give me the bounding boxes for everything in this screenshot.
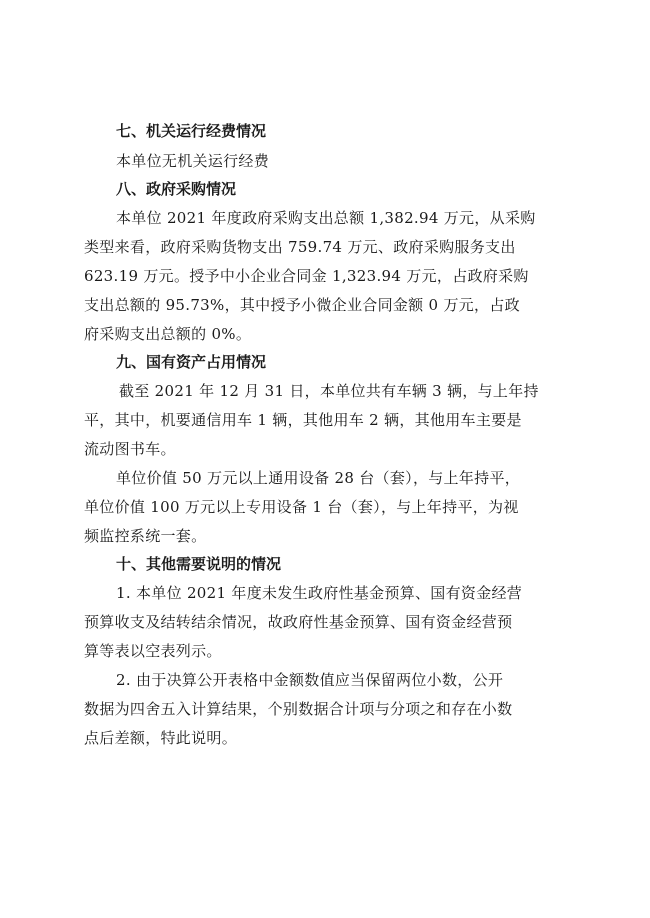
section-9-para-1-line-3: 流动图书车。 — [84, 440, 176, 458]
section-9-para-1-line-1: 截至 2021 年 12 月 31 日，本单位共有车辆 3 辆，与上年持 — [119, 382, 539, 400]
section-8-line-1: 本单位 2021 年度政府采购支出总额 1,382.94 万元，从采购 — [116, 209, 536, 227]
section-10-para-2-line-1: 2. 由于决算公开表格中金额数值应当保留两位小数，公开 — [116, 671, 504, 689]
section-10-para-2-line-3: 点后差额，特此说明。 — [84, 729, 238, 747]
section-10-para-1-line-3: 算等表以空表列示。 — [84, 642, 222, 660]
section-8-line-3: 623.19 万元。授予中小企业合同金 1,323.94 万元，占政府采购 — [84, 267, 529, 285]
section-10-para-1-line-1: 1. 本单位 2021 年度未发生政府性基金预算、国有资金经营 — [116, 584, 523, 602]
section-9-para-2-line-3: 频监控系统一套。 — [84, 527, 207, 545]
section-9-para-2-line-2: 单位价值 100 万元以上专用设备 1 台（套），与上年持平，为视 — [84, 498, 519, 516]
section-10-heading: 十、其他需要说明的情况 — [116, 555, 282, 573]
section-10-para-2-line-2: 数据为四舍五入计算结果，个别数据合计项与分项之和存在小数 — [84, 700, 513, 718]
section-7-line-1: 本单位无机关运行经费 — [116, 152, 270, 170]
section-8-heading: 八、政府采购情况 — [116, 180, 237, 198]
section-8-line-5: 府采购支出总额的 0%。 — [84, 325, 252, 343]
section-9-heading: 九、国有资产占用情况 — [116, 353, 267, 371]
section-8-line-2: 类型来看，政府采购货物支出 759.74 万元、政府采购服务支出 — [84, 238, 516, 256]
section-8-line-4: 支出总额的 95.73%，其中授予小微企业合同金额 0 万元，占政 — [84, 296, 520, 314]
section-10-para-1-line-2: 预算收支及结转结余情况，故政府性基金预算、国有资金经营预 — [84, 613, 513, 631]
section-9-para-2-line-1: 单位价值 50 万元以上通用设备 28 台（套），与上年持平， — [116, 469, 521, 487]
section-7-heading: 七、机关运行经费情况 — [116, 122, 267, 140]
section-9-para-1-line-2: 平，其中，机要通信用车 1 辆，其他用车 2 辆，其他用车主要是 — [84, 411, 522, 429]
